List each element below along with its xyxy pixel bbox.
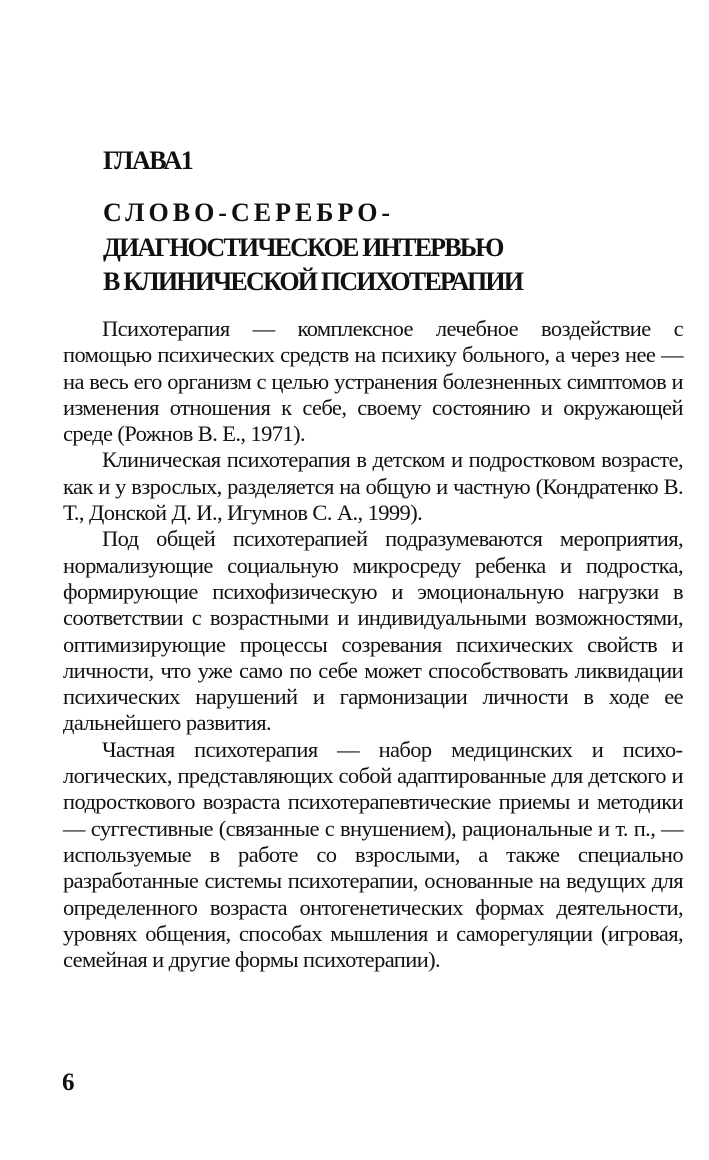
chapter-title-line-2: ДИАГНОСТИЧЕСКОЕ ИНТЕРВЬЮ bbox=[103, 232, 503, 262]
paragraph-3: Под общей психотерапией подразумеваются мероприятия, нормализующие социальную микросреду ребенка и подростка, формирующие психофизическую и эмоциональную нагрузки в соответствии с возрастными и индивидуальными возможностями, оптимизирующие процессы созревания психических свойств и личности, что уже само по себе может способствовать ликвидации психических нарушений и гармонизации личности в ходе ее дальнейшего развития. bbox=[63, 526, 683, 736]
paragraph-2: Клиническая психотерапия в детском и подростковом возрасте, как и у взрослых, разделяется на общую и частную (Кондратенко В. Т., Донской Д. И., Игумнов С. А., 1999). bbox=[63, 447, 683, 526]
paragraph-1: Психотерапия — комплексное лечебное воздействие с помощью психических средств на психику больного, а через нее — на весь его организм с целью устранения болезненных симптомов и изменения отношения к себе, своему состоянию и окружающей среде (Рожнов В. Е., 1971). bbox=[63, 316, 683, 447]
page-number: 6 bbox=[62, 1069, 75, 1096]
chapter-title-line-3: В КЛИНИЧЕСКОЙ ПСИХОТЕРАПИИ bbox=[103, 267, 523, 296]
chapter-label: ГЛАВА1 bbox=[103, 146, 193, 175]
body-text bbox=[63, 316, 683, 973]
paragraph-4: Частная психотерапия — набор медицинских и психологических, представляющих собой адаптированные для детского и подросткового возраста психотерапевтические приемы и методики — суггестивные (связанные с внушением), рациональные и т. п., — используемые в работе со взрослыми, а также специально разработанные системы психотерапии, основанные на ведущих для определенного возраста онтогенетических формах деятельности, уровнях общения, способах мышления и саморегуляции (игровая, семейная и другие формы психотерапии). bbox=[63, 736, 683, 973]
chapter-title bbox=[103, 196, 522, 300]
chapter-title-line-1: СЛОВО-СЕРЕБРО- bbox=[103, 198, 395, 227]
